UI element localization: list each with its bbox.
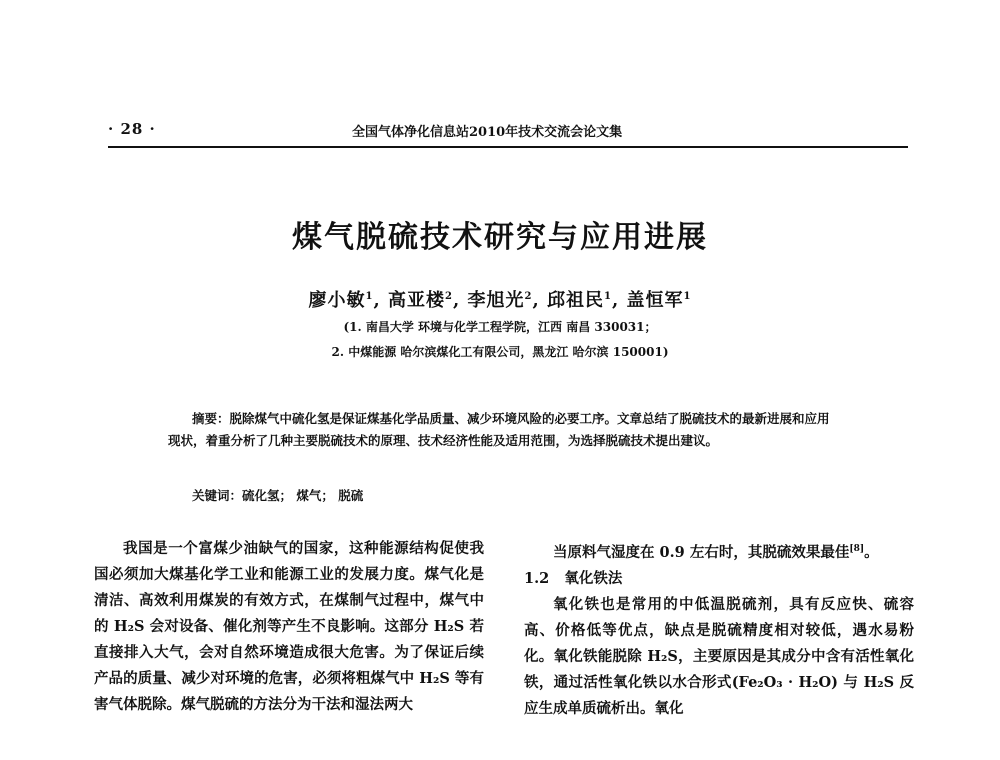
abstract xyxy=(168,408,836,452)
author-list: 廖小敏$^1$, 高亚楼$^2$, 李旭光$^2$, 邱祖民$^1$, 盖恒军$^1$ xyxy=(308,290,692,311)
keywords-label: 关键词： xyxy=(192,488,243,503)
section-number: 1.2 xyxy=(524,569,550,587)
keywords xyxy=(192,486,363,504)
author-affiliation-mark: 1 xyxy=(604,291,612,302)
author-name: 高亚楼 xyxy=(388,290,445,311)
author-affiliation-mark: 1 xyxy=(683,291,692,302)
author-name: 邱祖民 xyxy=(547,290,605,311)
paragraph-end: 。 xyxy=(864,543,879,561)
header-divider xyxy=(108,146,908,148)
author-affiliation-mark: 1 xyxy=(365,291,374,302)
abstract-text: 脱除煤气中硫化氢是保证煤基化学品质量、减少环境风险的必要工序。文章总结了脱硫技术的最新进展和应用现状，着重分析了几种主要脱硫技术的原理、技术经济性能及适用范围，为选择脱硫技术提出建议。 xyxy=(168,411,830,448)
author-affiliation-mark: 2 xyxy=(524,291,533,302)
author-affiliation-mark: 2 xyxy=(445,291,453,302)
citation-reference: [8] xyxy=(849,544,865,554)
affiliation-line-2: 2. 中煤能源 哈尔滨煤化工有限公司，黑龙江 哈尔滨 150001) xyxy=(331,345,669,359)
section-heading xyxy=(524,566,914,592)
body-paragraph: 我国是一个富煤少油缺气的国家，这种能源结构促使我国必须加大煤基化学工业和能源工业的发展力度。煤气化是清洁、高效利用煤炭的有效方式，在煤制气过程中，煤气中的 H₂S 会对设备、催化剂等产生不良影响。这部分 H₂S 若直接排入大气，会对自然环境造成很大危害。为了保证后续产品的质量、减少对环境的危害，必须将粗煤气中 H₂S 等有害气体脱除。煤气脱硫的方法分为干法和湿法两大 xyxy=(94,540,484,713)
paragraph-text: 当原料气湿度在 0.9 左右时，其脱硫效果最佳 xyxy=(553,543,850,561)
body-paragraph xyxy=(524,536,914,566)
section-title: 氧化铁法 xyxy=(564,569,623,587)
body-column-right xyxy=(524,536,914,722)
abstract-label: 摘要： xyxy=(192,411,230,426)
affiliation-line-1: (1. 南昌大学 环境与化学工程学院，江西 南昌 330031； xyxy=(343,320,657,334)
author-name: 廖小敏 xyxy=(308,290,366,311)
page-number: · 28 · xyxy=(108,120,156,138)
body-column-left xyxy=(94,536,484,718)
body-paragraph: 氧化铁也是常用的中低温脱硫剂，具有反应快、硫容高、价格低等优点，缺点是脱硫精度相对较低，遇水易粉化。氧化铁能脱除 H₂S，主要原因是其成分中含有活性氧化铁，通过活性氧化铁以水合形式(Fe₂O₃ · H₂O) 与 H₂S 反应生成单质硫析出。氧化 xyxy=(524,595,914,717)
author-name: 李旭光 xyxy=(467,290,525,311)
running-header-title: 全国气体净化信息站2010年技术交流会论文集 xyxy=(352,125,623,140)
keywords-text: 硫化氢； 煤气； 脱硫 xyxy=(242,488,364,503)
paper-title: 煤气脱硫技术研究与应用进展 xyxy=(292,220,708,255)
author-name: 盖恒军 xyxy=(626,290,684,311)
